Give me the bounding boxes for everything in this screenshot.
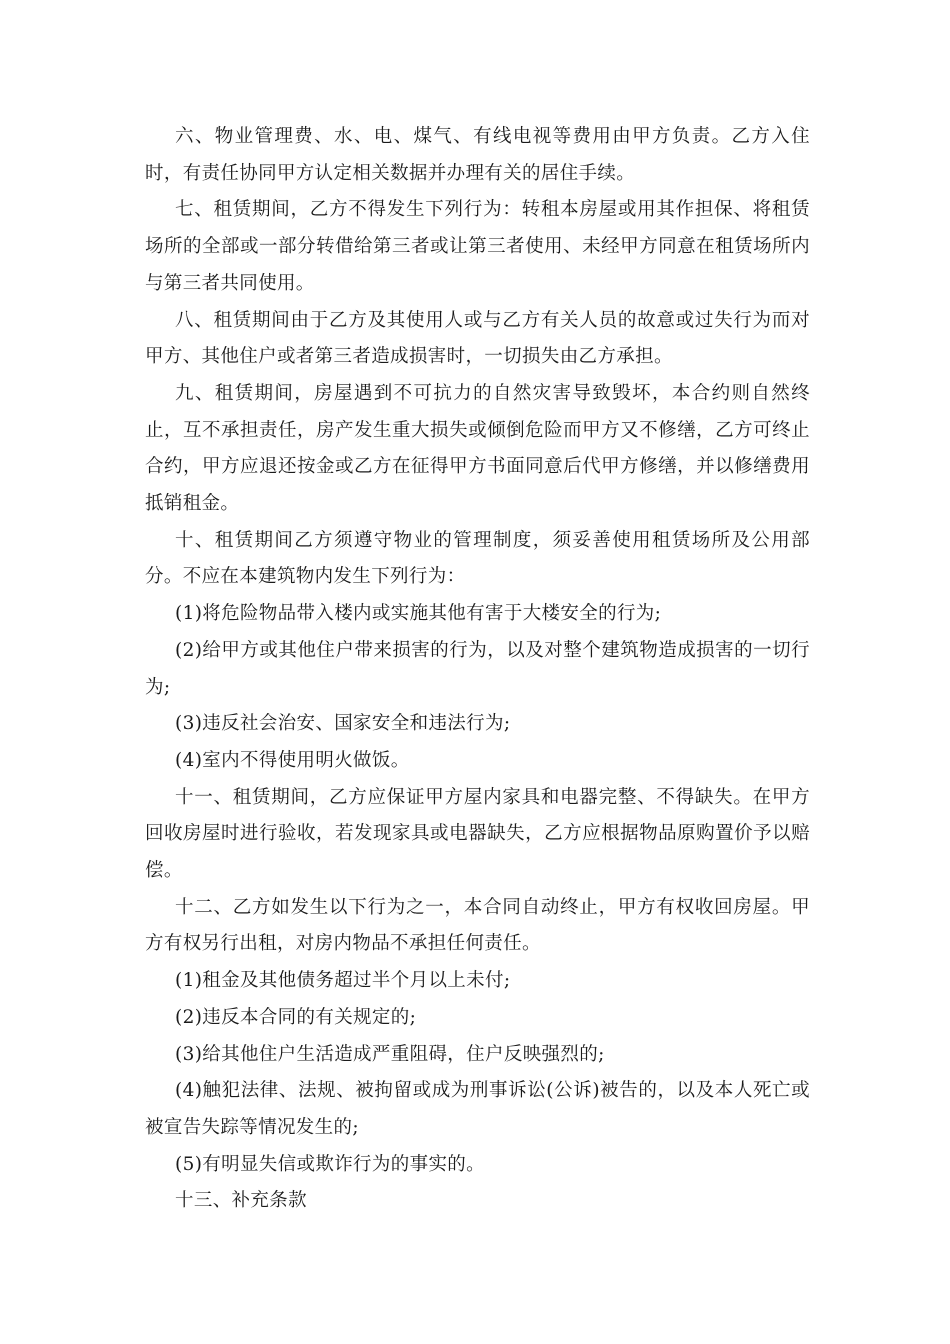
clause-12-item-5: (5)有明显失信或欺诈行为的事实的。 bbox=[175, 1153, 486, 1175]
clause-12-item-1: (1)租金及其他债务超过半个月以上未付; bbox=[175, 970, 511, 992]
clause-9: 九、租赁期间，房屋遇到不可抗力的自然灾害导致毁坏，本合约则自然终止，互不承担责任，房产发生重大损失或倾倒危险而甲方又不修缮，乙方可终止合约，甲方应退还按金或乙方在征得甲方书面同意后代甲方修缮，并以修缮费用抵销租金。 bbox=[145, 382, 810, 515]
clause-12-item-3: (3)给其他住户生活造成严重阻碍，住户反映强烈的; bbox=[175, 1043, 605, 1065]
clause-7: 七、租赁期间，乙方不得发生下列行为：转租本房屋或用其作担保、将租赁场所的全部或一部分转借给第三者或让第三者使用、未经甲方同意在租赁场所内与第三者共同使用。 bbox=[145, 199, 810, 294]
clause-6: 六、物业管理费、水、电、煤气、有线电视等费用由甲方负责。乙方入住时，有责任协同甲方认定相关数据并办理有关的居住手续。 bbox=[145, 126, 810, 184]
clause-10-item-2: (2)给甲方或其他住户带来损害的行为，以及对整个建筑物造成损害的一切行为; bbox=[145, 639, 810, 698]
clause-10-item-3: (3)违反社会治安、国家安全和违法行为; bbox=[175, 713, 511, 735]
clause-10-item-1: (1)将危险物品带入楼内或实施其他有害于大楼安全的行为; bbox=[175, 603, 662, 625]
clause-12: 十二、乙方如发生以下行为之一，本合同自动终止，甲方有权收回房屋。甲方有权另行出租，对房内物品不承担任何责任。 bbox=[145, 896, 810, 955]
clause-13: 十三、补充条款 bbox=[175, 1190, 307, 1212]
clause-10-item-4: (4)室内不得使用明火做饭。 bbox=[175, 749, 410, 771]
clause-12-item-2: (2)违反本合同的有关规定的; bbox=[175, 1006, 417, 1028]
clause-12-item-4: (4)触犯法律、法规、被拘留或成为刑事诉讼(公诉)被告的，以及本人死亡或被宣告失踪等情况发生的; bbox=[145, 1080, 810, 1138]
clause-11: 十一、租赁期间，乙方应保证甲方屋内家具和电器完整、不得缺失。在甲方回收房屋时进行验收，若发现家具或电器缺失，乙方应根据物品原购置价予以赔偿。 bbox=[145, 786, 810, 882]
clause-8: 八、租赁期间由于乙方及其使用人或与乙方有关人员的故意或过失行为而对甲方、其他住户或者第三者造成损害时，一切损失由乙方承担。 bbox=[145, 309, 810, 368]
document-body bbox=[145, 119, 810, 1220]
clause-10: 十、租赁期间乙方须遵守物业的管理制度，须妥善使用租赁场所及公用部分。不应在本建筑物内发生下列行为： bbox=[145, 529, 810, 588]
